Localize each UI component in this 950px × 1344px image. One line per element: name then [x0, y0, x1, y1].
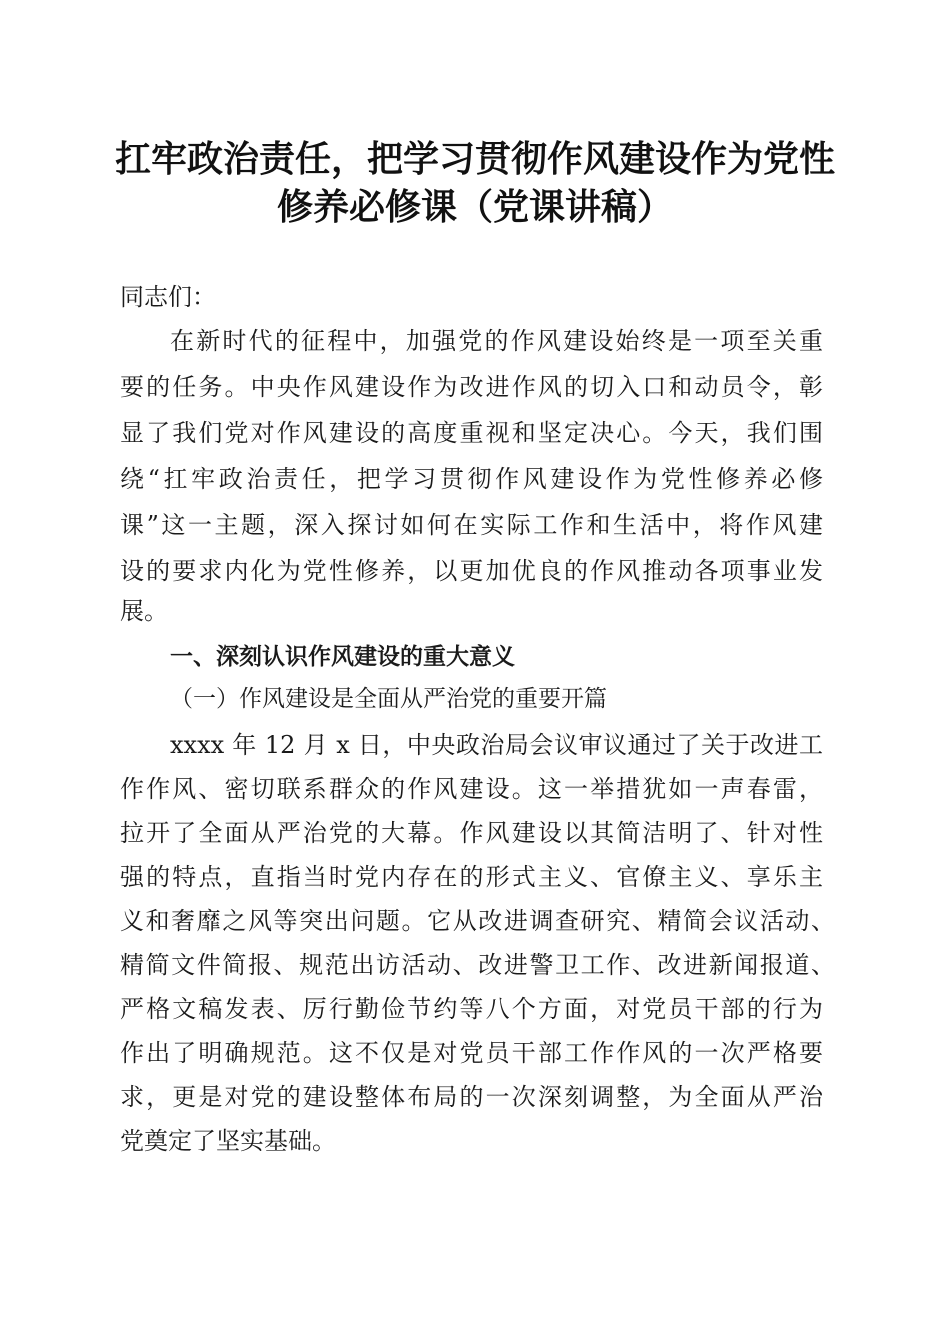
paragraph-line: 拉开了全面从严治党的大幕。作风建设以其简洁明了、针对性: [120, 819, 823, 847]
paragraph-line: 要的任务。中央作风建设作为改进作风的切入口和动员令，彰: [120, 373, 823, 401]
paragraph-line: xxxx 年 12 月 x 日，中央政治局会议审议通过了关于改进工: [170, 731, 823, 759]
paragraph-line: 义和奢靡之风等突出问题。它从改进调查研究、精简会议活动、: [120, 907, 835, 935]
paragraph-line: 精简文件简报、规范出访活动、改进警卫工作、改进新闻报道、: [120, 951, 835, 979]
paragraph-line: 设的要求内化为党性修养，以更加优良的作风推动各项事业发: [120, 557, 823, 585]
paragraph-line: 严格文稿发表、厉行勤俭节约等八个方面，对党员干部的行为: [120, 995, 823, 1023]
paragraph-line: 作出了明确规范。这不仅是对党员干部工作作风的一次严格要: [120, 1039, 823, 1067]
paragraph-line: 课”这一主题，深入探讨如何在实际工作和生活中，将作风建: [120, 511, 823, 539]
document-title-line-1: 扛牢政治责任，把学习贯彻作风建设作为党性: [114, 139, 835, 180]
paragraph-line: 展。: [120, 597, 168, 625]
paragraph-line: 党奠定了坚实基础。: [120, 1127, 336, 1155]
paragraph-line: 强的特点，直指当时党内存在的形式主义、官僚主义、享乐主: [120, 863, 823, 891]
document-title-line-2: 修养必修课（党课讲稿）: [276, 187, 673, 228]
paragraph-line: 作作风、密切联系群众的作风建设。这一举措犹如一声春雷，: [120, 775, 823, 803]
paragraph-line: 显了我们党对作风建设的高度重视和坚定决心。今天，我们围: [120, 419, 823, 447]
section-heading-1: 一、深刻认识作风建设的重大意义: [170, 644, 515, 670]
salutation: 同志们：: [120, 283, 216, 311]
paragraph-line: 绕“扛牢政治责任，把学习贯彻作风建设作为党性修养必修: [120, 465, 823, 493]
subsection-heading-1: （一）作风建设是全面从严治党的重要开篇: [170, 686, 607, 712]
paragraph-line: 求，更是对党的建设整体布局的一次深刻调整，为全面从严治: [120, 1083, 823, 1111]
paragraph-line: 在新时代的征程中，加强党的作风建设始终是一项至关重: [170, 327, 823, 355]
